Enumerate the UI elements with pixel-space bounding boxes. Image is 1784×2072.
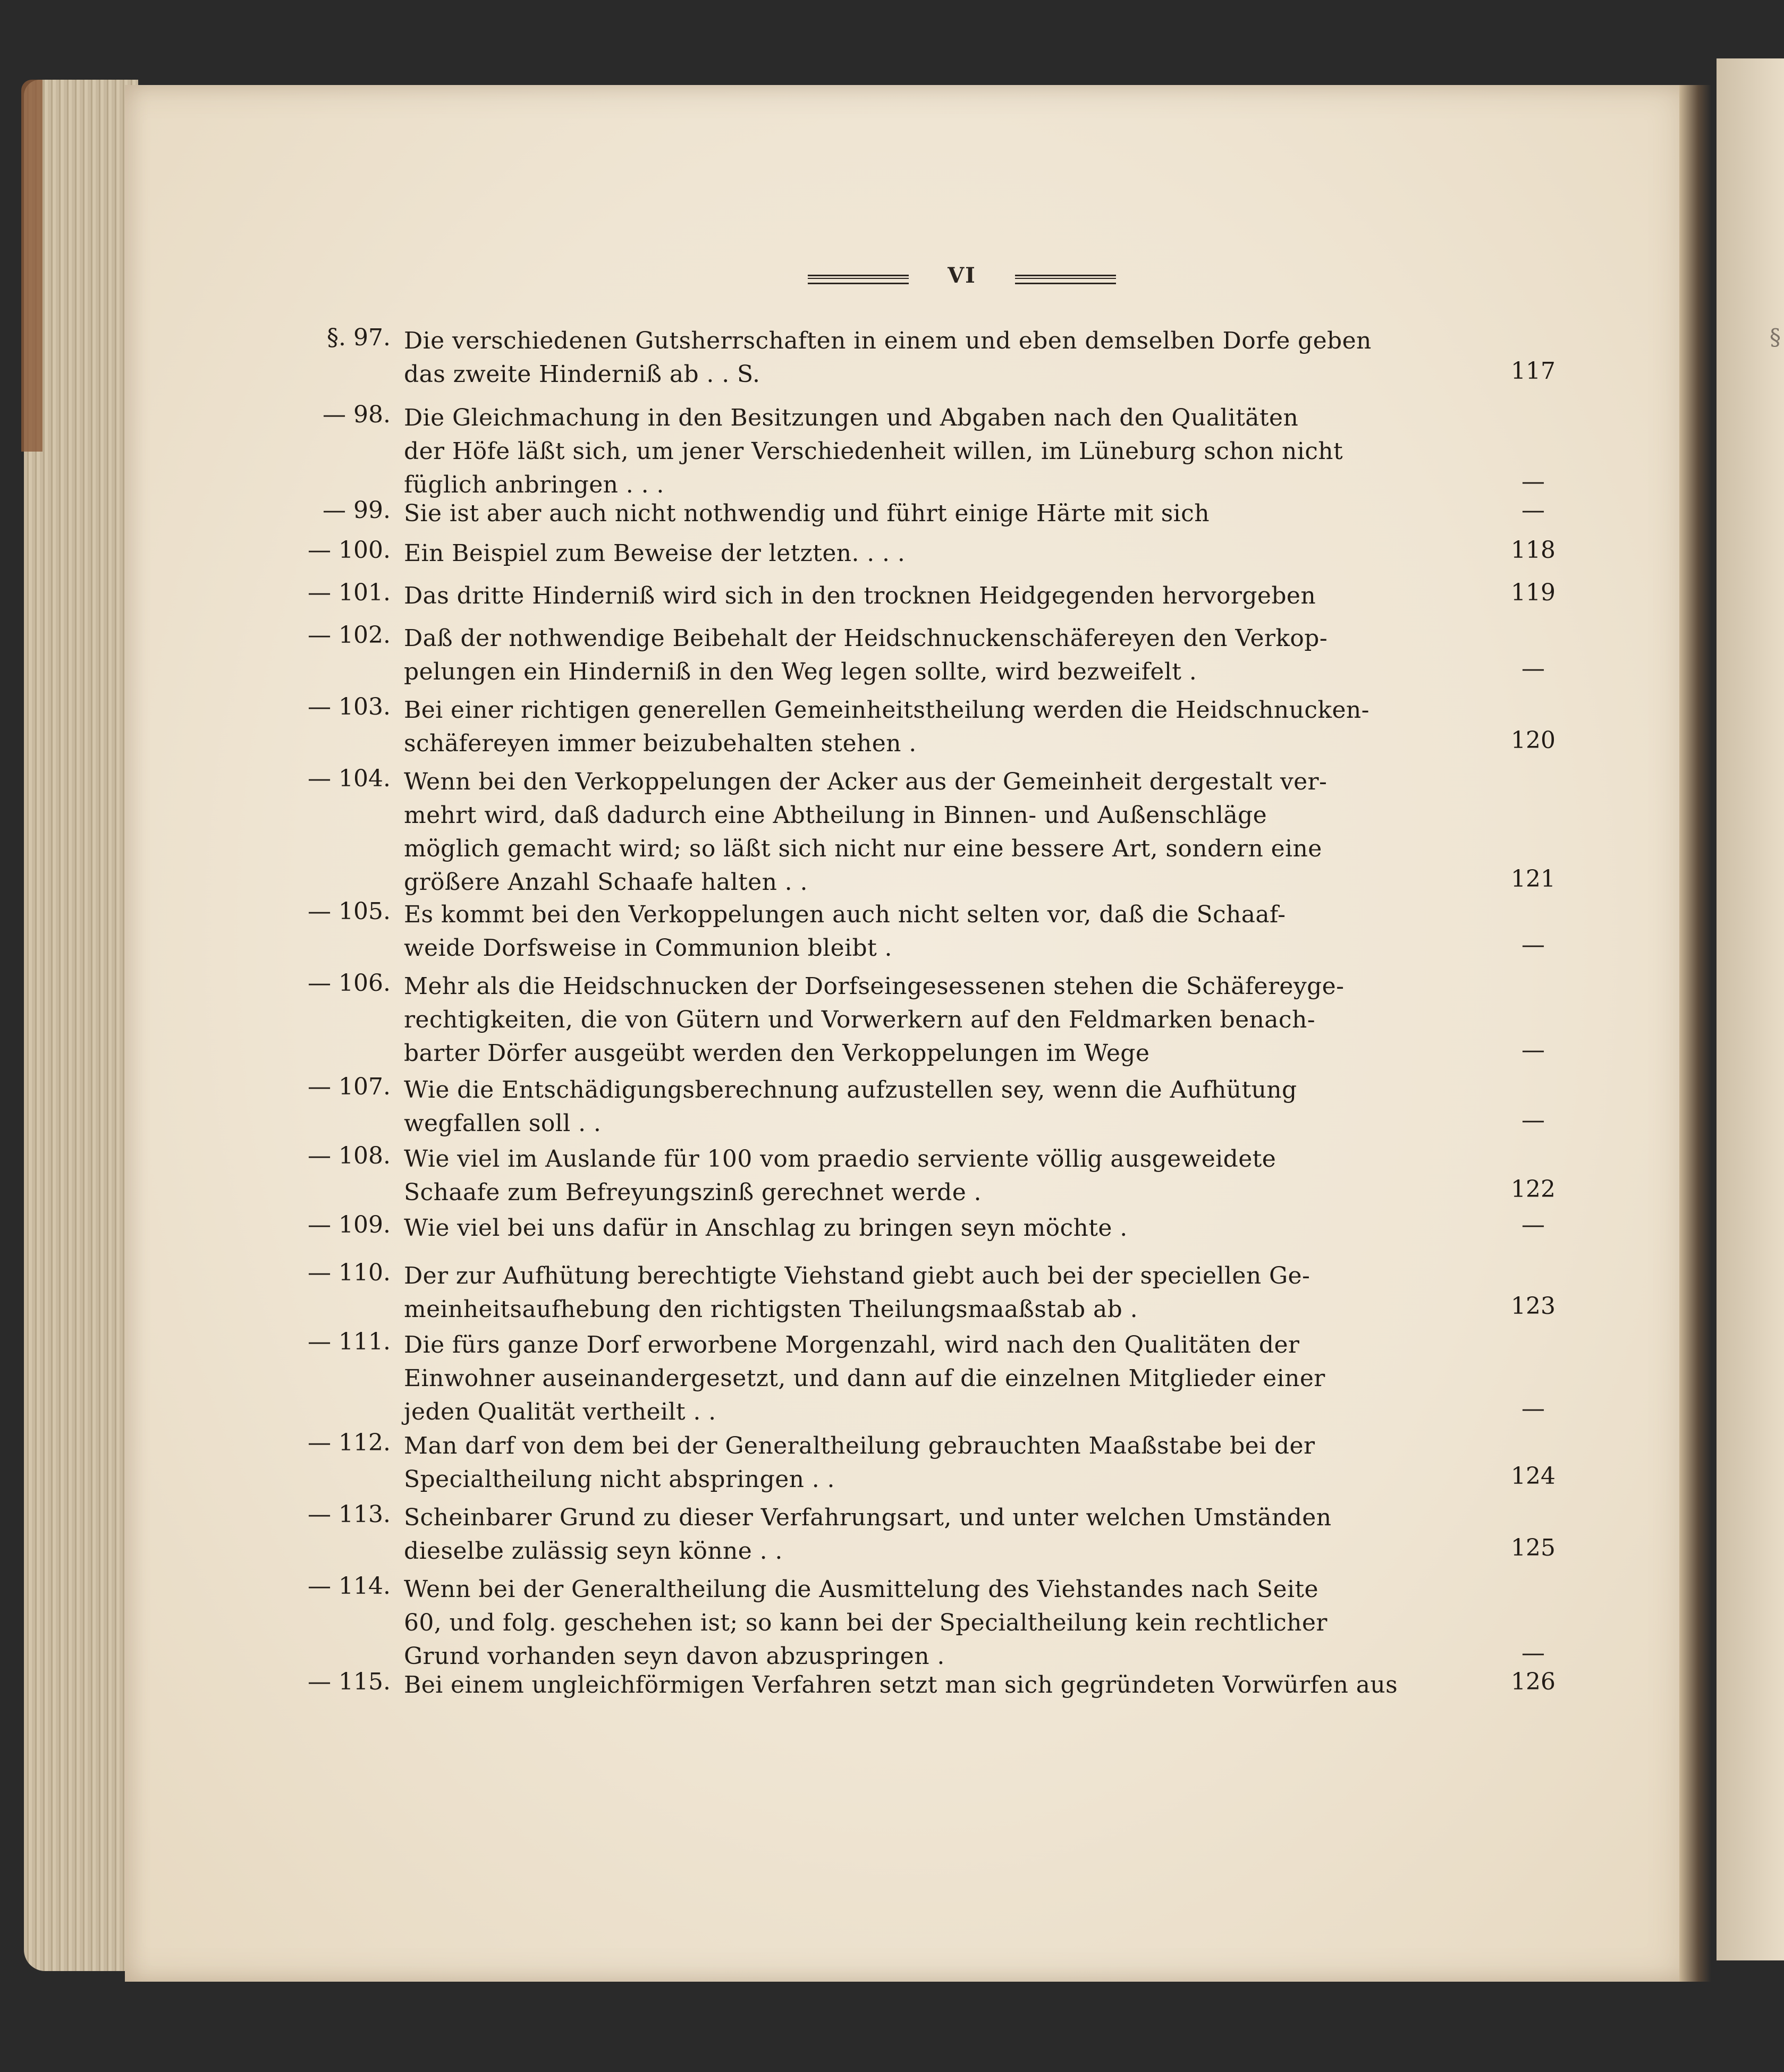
toc-entry: [308, 622, 1545, 689]
entry-text-line: Einwohner auseinandergesetzt, und dann auf die einzelnen Mitglieder einer: [404, 1365, 1325, 1392]
toc-entry: [323, 497, 1545, 530]
page-reference: 125: [1511, 1534, 1555, 1561]
section-number-text: — 98.: [323, 401, 391, 428]
toc-entry: [308, 1259, 1555, 1326]
toc-entry: [308, 1668, 1555, 1702]
toc-entry: [308, 765, 1555, 899]
entry-text-line: Wenn bei der Generaltheilung die Ausmittelung des Viehstandes nach Seite: [404, 1576, 1318, 1603]
section-number-text: — 110.: [308, 1259, 391, 1286]
section-number-text: — 99.: [323, 497, 391, 524]
entry-text-line: Daß der nothwendige Beibehalt der Heidschnuckenschäfereyen den Verkop-: [404, 625, 1328, 652]
entry-text-line: Die Gleichmachung in den Besitzungen und Abgaben nach den Qualitäten: [404, 404, 1299, 431]
toc-entry: [308, 970, 1545, 1070]
page-reference: 124: [1511, 1463, 1555, 1490]
entry-text-line: Der zur Aufhütung berechtigte Viehstand giebt auch bei der speciellen Ge-: [404, 1262, 1310, 1289]
page-reference: 117: [1511, 358, 1555, 385]
section-number-text: — 106.: [308, 970, 391, 997]
toc-entry: [327, 324, 1555, 391]
entry-text-line: Grund vorhanden seyn davon abzuspringen .: [404, 1643, 945, 1670]
toc-entry: [308, 1328, 1545, 1429]
entry-text-line: möglich gemacht wird; so läßt sich nicht nur eine bessere Art, sondern eine: [404, 835, 1322, 862]
entry-text-line: Die fürs ganze Dorf erworbene Morgenzahl, wird nach den Qualitäten der: [404, 1331, 1300, 1358]
entry-text-line: füglich anbringen . . .: [404, 471, 664, 498]
entry-text-line: jeden Qualität vertheilt . .: [404, 1398, 716, 1425]
entry-text-line: Sie ist aber auch nicht nothwendig und führt einige Härte mit sich: [404, 500, 1210, 527]
entry-text-line: Das dritte Hinderniß wird sich in den trocknen Heidgegenden hervorgeben: [404, 582, 1316, 609]
entry-text-line: wegfallen soll . .: [404, 1110, 602, 1137]
entry-text-line: schäfereyen immer beizubehalten stehen .: [404, 730, 917, 757]
page-reference: —: [1521, 1640, 1545, 1667]
page-reference: 120: [1511, 727, 1555, 754]
section-number-text: — 112.: [308, 1429, 391, 1456]
section-number-text: — 111.: [308, 1328, 391, 1355]
page-reference: —: [1521, 497, 1545, 524]
section-number-text: — 102.: [308, 622, 391, 649]
page-reference: —: [1521, 655, 1545, 682]
page-reference: 119: [1511, 579, 1555, 606]
toc-entry: [308, 579, 1555, 613]
page-reference: 126: [1511, 1668, 1555, 1695]
entry-text-line: Man darf von dem bei der Generaltheilung gebrauchten Maaßstabe bei der: [404, 1432, 1315, 1459]
toc-entry: [308, 1501, 1555, 1568]
page-reference: —: [1521, 931, 1545, 958]
entry-text-line: Wie viel bei uns dafür in Anschlag zu bringen seyn möchte .: [404, 1215, 1128, 1242]
toc-entry: [308, 1142, 1555, 1209]
section-number-text: — 101.: [308, 579, 391, 606]
section-number-text: — 109.: [308, 1211, 391, 1238]
entry-text-line: Scheinbarer Grund zu dieser Verfahrungsart, und unter welchen Umständen: [404, 1504, 1332, 1531]
entry-text-line: das zweite Hinderniß ab . . S.: [404, 361, 760, 388]
toc-entry: [308, 1573, 1545, 1673]
entry-text-line: Bei einer richtigen generellen Gemeinheitstheilung werden die Heidschnucken-: [404, 697, 1369, 724]
toc-entry: [308, 537, 1555, 570]
page-reference: 122: [1511, 1176, 1555, 1203]
section-number-text: — 113.: [308, 1501, 391, 1528]
entry-text-line: Mehr als die Heidschnucken der Dorfseingesessenen stehen die Schäfereyge-: [404, 973, 1345, 1000]
page-folio: VI: [948, 263, 976, 288]
section-number-text: §. 97.: [327, 324, 391, 351]
entry-text-line: Es kommt bei den Verkoppelungen auch nicht selten vor, daß die Schaaf-: [404, 901, 1286, 928]
entry-text-line: Wie viel im Auslande für 100 vom praedio serviente völlig ausgeweidete: [404, 1145, 1276, 1173]
section-number-text: — 105.: [308, 898, 391, 925]
section-number-text: — 103.: [308, 693, 391, 720]
toc-entry: [323, 401, 1545, 502]
entry-text-line: barter Dörfer ausgeübt werden den Verkoppelungen im Wege: [404, 1040, 1150, 1067]
section-number-text: — 100.: [308, 537, 391, 564]
entry-text-line: Ein Beispiel zum Beweise der letzten. . . .: [404, 540, 906, 567]
entry-text-line: der Höfe läßt sich, um jener Verschiedenheit willen, im Lüneburg schon nicht: [404, 438, 1343, 465]
entry-text-line: Bei einem ungleichförmigen Verfahren setzt man sich gegründeten Vorwürfen aus: [404, 1671, 1398, 1699]
page-reference: 123: [1511, 1293, 1555, 1320]
section-number-text: — 108.: [308, 1142, 391, 1169]
toc-entry: [308, 1073, 1545, 1140]
toc-entry: [308, 693, 1555, 760]
entry-text-line: Specialtheilung nicht abspringen . .: [404, 1466, 835, 1493]
entry-text-line: rechtigkeiten, die von Gütern und Vorwerkern auf den Feldmarken benach-: [404, 1006, 1315, 1033]
entry-text-line: meinheitsaufhebung den richtigsten Theilungsmaaßstab ab .: [404, 1296, 1138, 1323]
toc-entry: [308, 1429, 1555, 1496]
page-reference: —: [1521, 1037, 1545, 1064]
entry-text-line: mehrt wird, daß dadurch eine Abtheilung in Binnen- und Außenschläge: [404, 802, 1267, 829]
toc-entry: [308, 898, 1545, 965]
section-number-text: — 104.: [308, 765, 391, 792]
entry-text-line: Schaafe zum Befreyungszinß gerechnet werde .: [404, 1179, 982, 1206]
page-reference: —: [1521, 1395, 1545, 1422]
page-reference: —: [1521, 1107, 1545, 1134]
entry-text-line: pelungen ein Hinderniß in den Weg legen sollte, wird bezweifelt .: [404, 658, 1197, 685]
toc-entry: [308, 1211, 1545, 1245]
section-number-text: — 115.: [308, 1668, 391, 1695]
section-number-text: — 114.: [308, 1573, 391, 1600]
entry-text-line: größere Anzahl Schaafe halten . .: [404, 869, 808, 896]
entry-text-line: Die verschiedenen Gutsherrschaften in einem und eben demselben Dorfe geben: [404, 327, 1372, 354]
facing-page-mark: §: [1770, 324, 1781, 350]
page-reference: —: [1521, 1211, 1545, 1238]
entry-text-line: 60, und folg. geschehen ist; so kann bei der Specialtheilung kein rechtlicher: [404, 1609, 1328, 1636]
page-reference: 121: [1511, 865, 1555, 893]
entry-text-line: Wie die Entschädigungsberechnung aufzustellen sey, wenn die Aufhütung: [404, 1076, 1297, 1103]
entry-text-line: dieselbe zulässig seyn könne . .: [404, 1538, 783, 1565]
section-number-text: — 107.: [308, 1073, 391, 1100]
entry-text-line: weide Dorfsweise in Communion bleibt .: [404, 935, 892, 962]
page-reference: 118: [1511, 537, 1555, 564]
page-reference: —: [1521, 468, 1545, 495]
entry-text-line: Wenn bei den Verkoppelungen der Acker aus der Gemeinheit dergestalt ver-: [404, 768, 1328, 795]
